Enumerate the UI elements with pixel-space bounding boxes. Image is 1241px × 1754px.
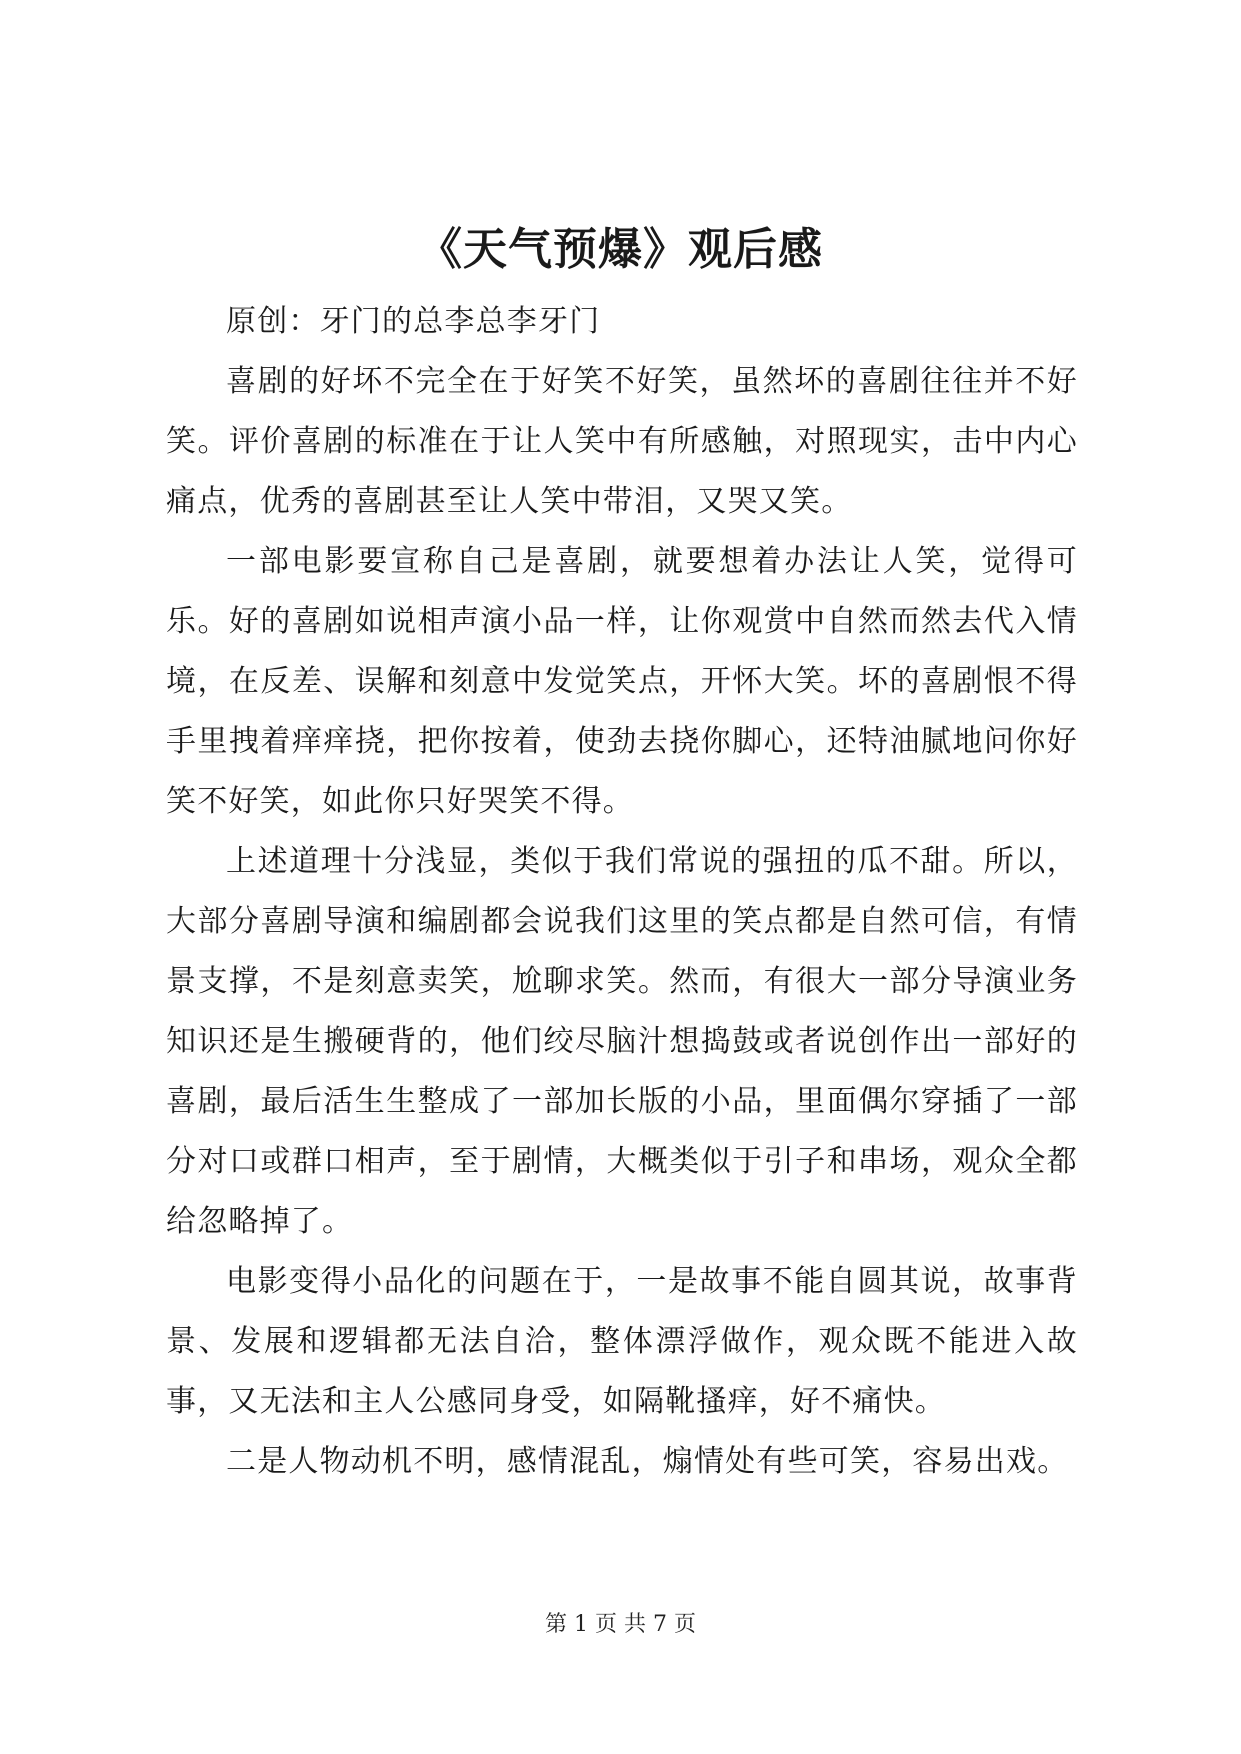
author-line: 原创：牙门的总李总李牙门 (226, 304, 601, 339)
body-paragraph: 喜剧的好坏不完全在于好笑不好笑，虽然坏的喜剧往往并不好笑。评价喜剧的标准在于让人笑中有所感触，对照现实，击中内心痛点，优秀的喜剧甚至让人笑中带泪，又哭又笑。 (166, 364, 1078, 519)
document-title: 《天气预爆》观后感 (418, 224, 823, 275)
body-paragraph: 二是人物动机不明，感情混乱，煽情处有些可笑，容易出戏。 (226, 1444, 1069, 1479)
page-number-footer: 第 1 页 共 7 页 (545, 1612, 696, 1637)
body-paragraph: 一部电影要宣称自己是喜剧，就要想着办法让人笑，觉得可乐。好的喜剧如说相声演小品一样，让你观赏中自然而然去代入情境，在反差、误解和刻意中发觉笑点，开怀大笑。坏的喜剧恨不得手里拽着痒痒挠，把你按着，使劲去挠你脚心，还特油腻地问你好笑不好笑，如此你只好哭笑不得。 (166, 544, 1078, 819)
document-body (166, 292, 1078, 1492)
body-paragraph: 上述道理十分浅显，类似于我们常说的强扭的瓜不甜。所以，大部分喜剧导演和编剧都会说我们这里的笑点都是自然可信，有情景支撑，不是刻意卖笑，尬聊求笑。然而，有很大一部分导演业务知识还是生搬硬背的，他们绞尽脑汁想捣鼓或者说创作出一部好的喜剧，最后活生生整成了一部加长版的小品，里面偶尔穿插了一部分对口或群口相声，至于剧情，大概类似于引子和串场，观众全都给忽略掉了。 (166, 844, 1078, 1239)
body-paragraph: 电影变得小品化的问题在于，一是故事不能自圆其说，故事背景、发展和逻辑都无法自洽，整体漂浮做作，观众既不能进入故事，又无法和主人公感同身受，如隔靴搔痒，好不痛快。 (166, 1264, 1078, 1419)
